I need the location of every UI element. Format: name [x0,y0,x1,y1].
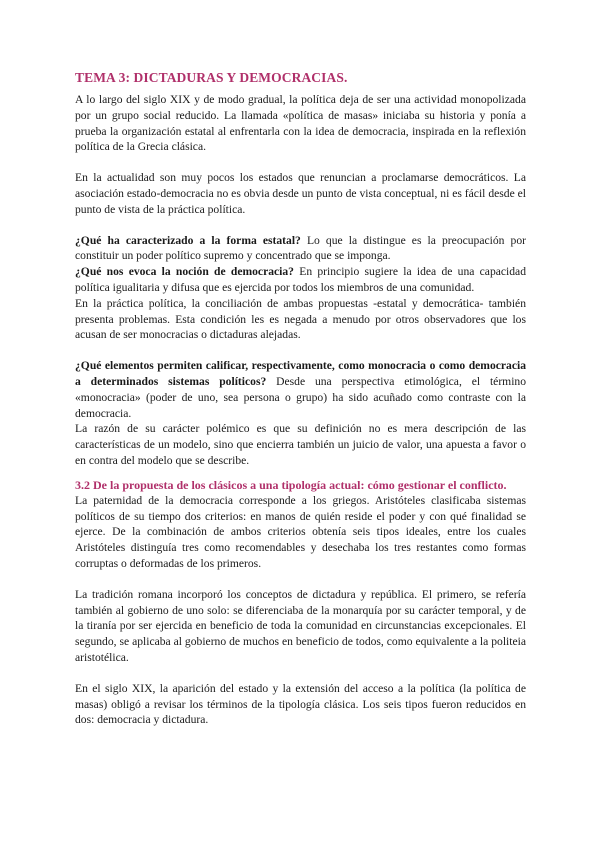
answer-forma-estatal: Lo que la distingue es la preocupación por constituir un poder político supremo y concentrado que se imponga. [75,233,527,263]
paragraph-practica-politica: En la práctica política, la conciliación de ambas propuestas -estatal y democrática- también presenta problemas. Esta condición les es negada a menudo por otros observadores que los acusan de ser monocracias o dictaduras alejadas. [75,296,526,342]
paragraph-caracter-polemico: La razón de su carácter polémico es que su definición no es mera descripción de las características de un modelo, sino que encierra también un juicio de valor, una apuesta a favor o en contra del modelo que se describe. [75,422,526,467]
question-block-elementos [75,358,526,421]
question-block-estado [75,233,526,265]
paragraph-siglo-xix: En el siglo XIX, la aparición del estado y la extensión del acceso a la política (la política de masas) obligó a revisar los términos de la tipología clásica. Los seis tipos fueron reducidos en dos: democracia y dictadura. [75,681,526,727]
answer-nocion-democracia: En principio sugiere la idea de una capacidad política igualitaria y difusa que es ejercida por todos los miembros de una comunidad. [75,265,526,294]
paragraph-tradicion-romana: La tradición romana incorporó los conceptos de dictadura y república. El primero, se refería también al gobierno de uno solo: se diferenciaba de la monarquía por su carácter temporal, y de la tiranía por ser ejercida en beneficio de toda la comunidad en circunstancias excepcionales. El segundo, se aplicaba al gobierno de muchos en beneficio de todos, como equivalente a la politeia aristotélica. [75,587,526,664]
answer-elementos: Desde una perspectiva etimológica, el término «monocracia» (poder de uno, sea persona o grupo) ha sido acuñado como contraste con la democracia. [75,374,527,420]
paragraph-paternidad: La paternidad de la democracia corresponde a los griegos. Aristóteles clasificaba sistemas políticos de su tiempo dos criterios: en manos de quién reside el poder y con qué finalidad se ejerce. De la combinación de ambos criterios obtenía seis tipos ideales, entre los cuales Aristóteles distinguía tres como recomendables y desechaba los tres restantes como formas corruptas o deformadas de los primeros. [75,493,526,570]
question-nocion-democracia: ¿Qué nos evoca la noción de democracia? [75,265,294,279]
section-heading: 3.2 De la propuesta de los clásicos a una tipología actual: cómo gestionar el conflicto. [75,477,507,492]
page-title: TEMA 3: DICTADURAS Y DEMOCRACIAS. [75,70,348,85]
question-forma-estatal: ¿Qué ha caracterizado a la forma estatal? [75,233,301,247]
paragraph-actualidad: En la actualidad son muy pocos los estados que renuncian a proclamarse democráticos. La asociación estado-democracia no es obvia desde un punto de vista conceptual, ni es fácil desde el punto de vista de la práctica política. [75,171,526,216]
paragraph-intro: A lo largo del siglo XIX y de modo gradual, la política deja de ser una actividad monopolizada por un grupo social reducido. La llamada «política de masas» iniciaba su historia y ponía a prueba la organización estatal al enfrentarla con la idea de democracia, inspirada en la reflexión política de la Grecia clásica. [75,93,526,154]
question-block-democracia [75,264,526,296]
question-elementos: ¿Qué elementos permiten calificar, respectivamente, como monocracia o como democracia a determinados sistemas políticos? [75,359,526,388]
